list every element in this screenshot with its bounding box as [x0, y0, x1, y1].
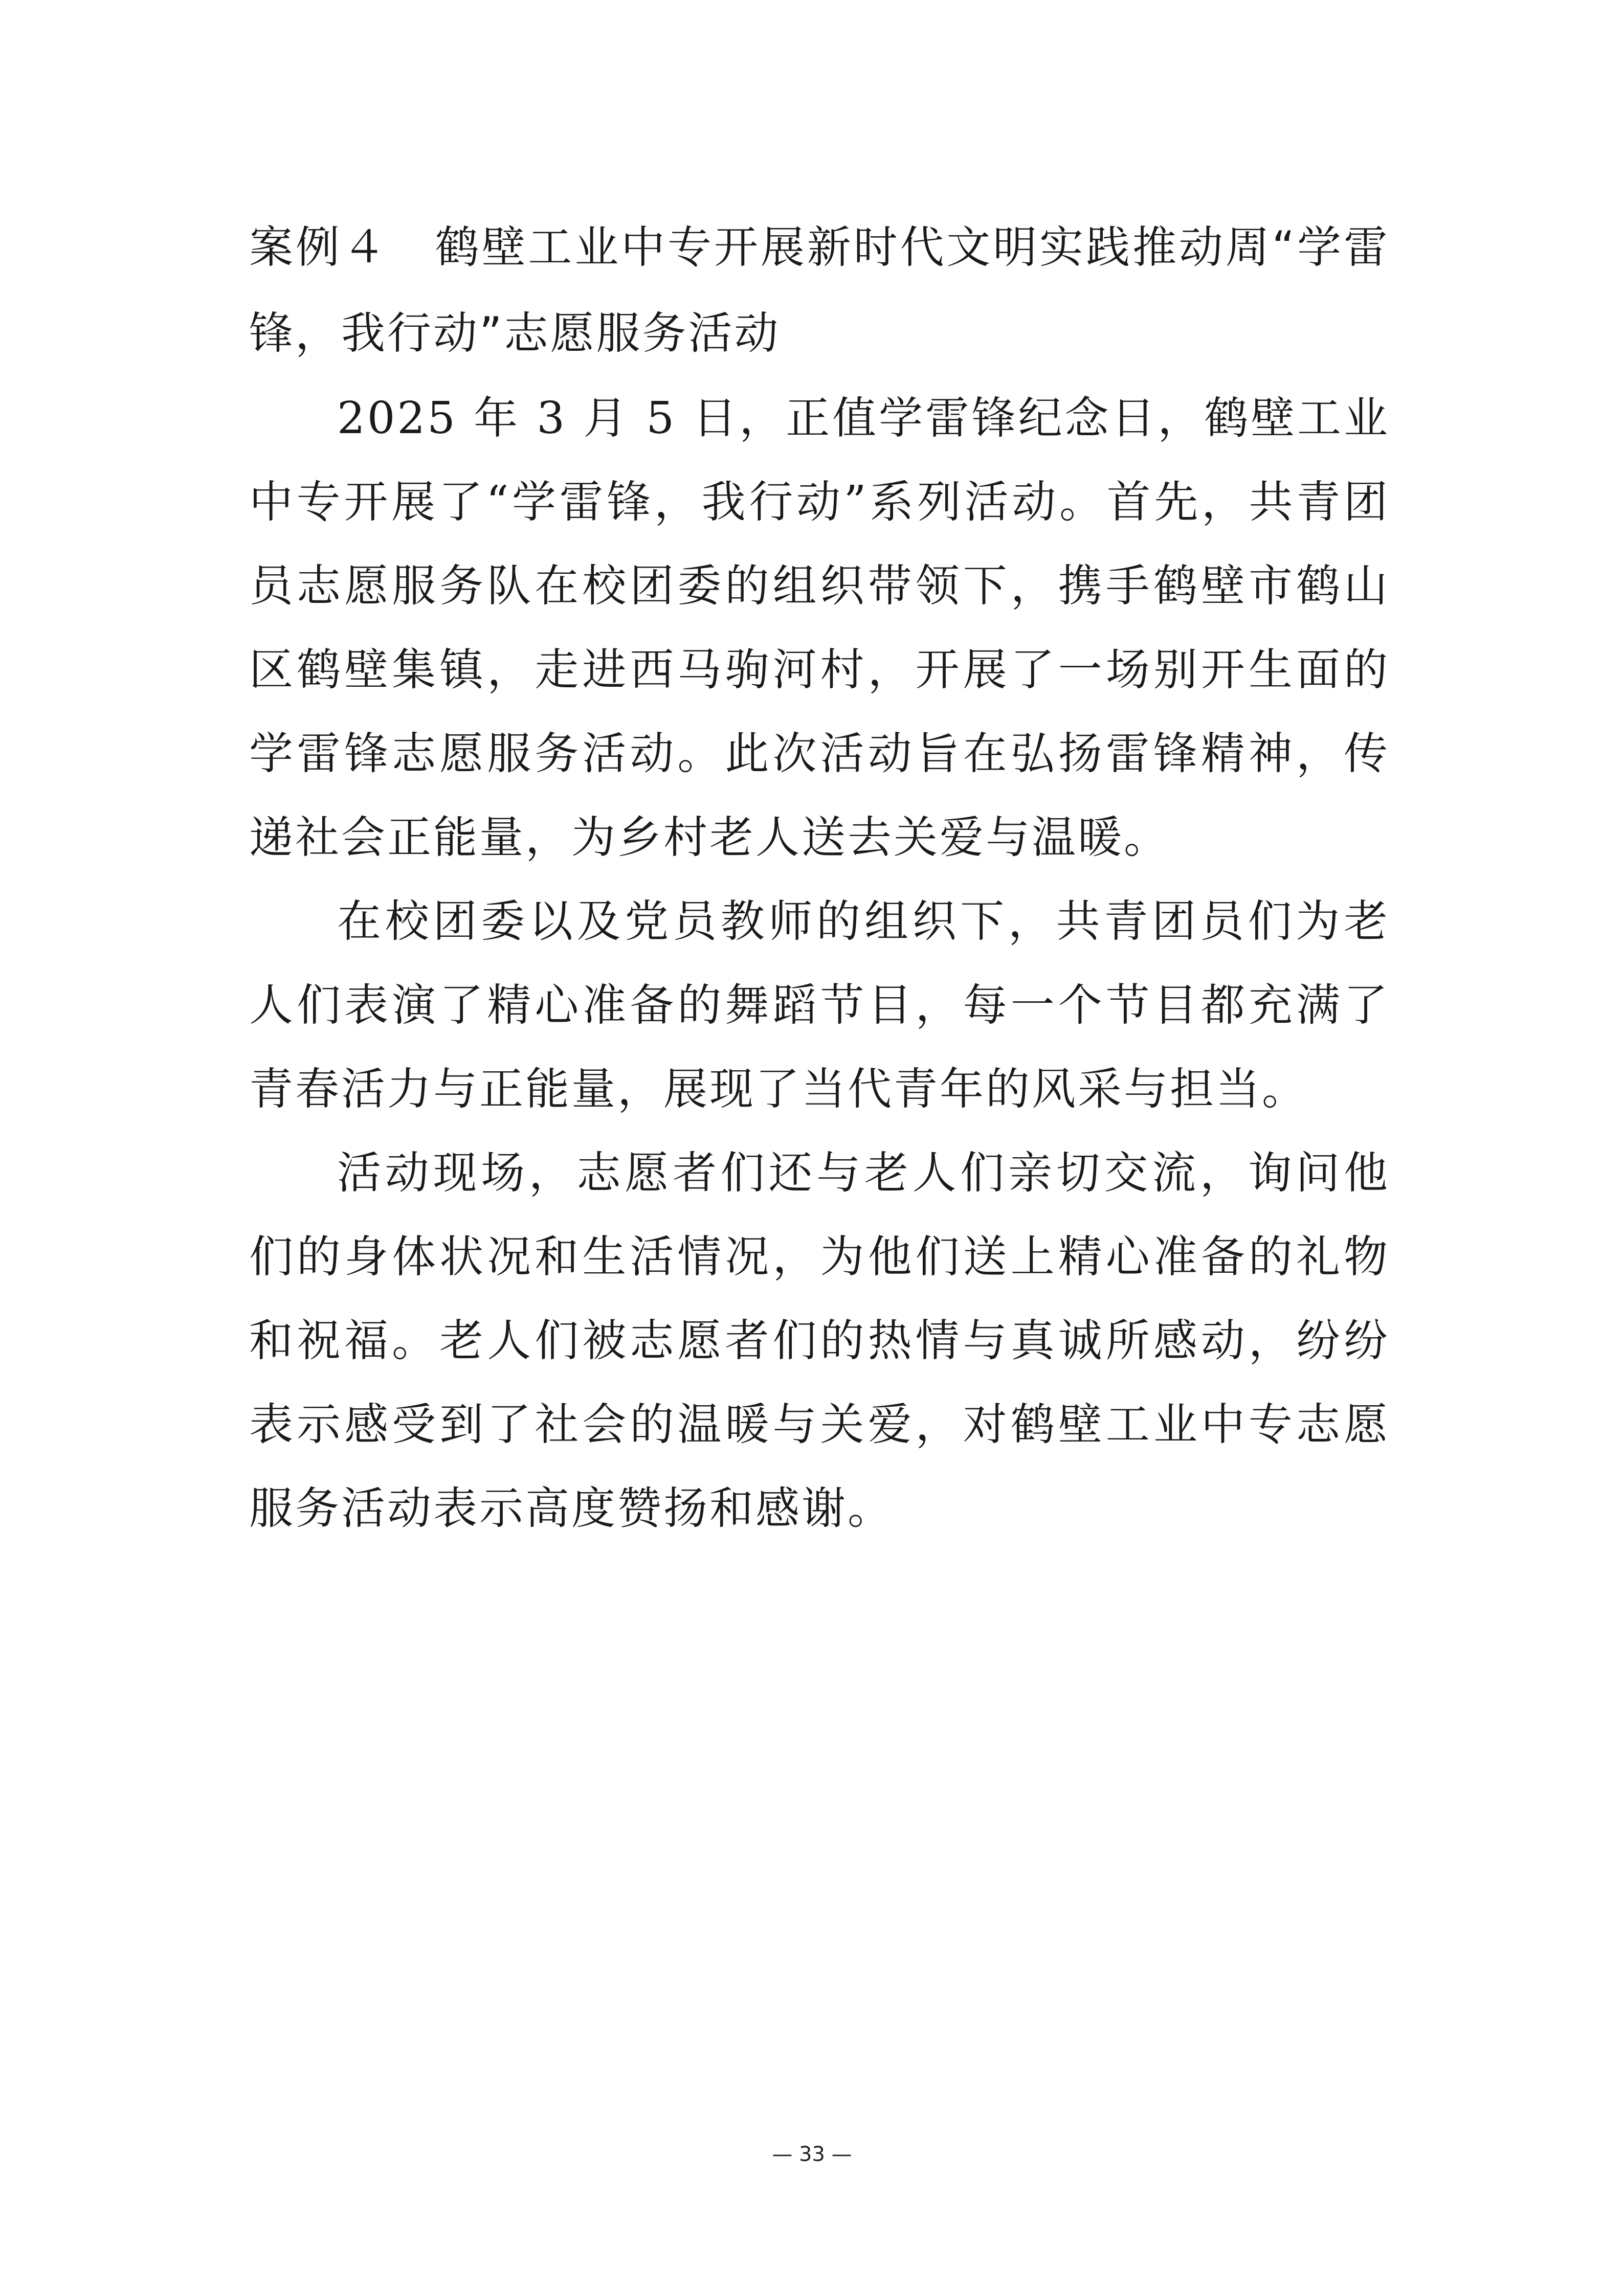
paragraph-2: 在校团委以及党员教师的组织下，共青团员们为老人们表演了精心准备的舞蹈节目，每一个节目都充满了青春活力与正能量，展现了当代青年的风采与担当。	[249, 896, 1390, 1115]
paragraph-3: 活动现场，志愿者们还与老人们亲切交流，询问他们的身体状况和生活情况，为他们送上精心准备的礼物和祝福。老人们被志愿者们的热情与真诚所感动，纷纷表示感受到了社会的温暖与关爱，对鹤壁工业中专志愿服务活动表示高度赞扬和感谢。	[249, 1147, 1390, 1534]
paragraph-1: 2025 年 3 月 5 日，正值学雷锋纪念日，鹤壁工业中专开展了“学雷锋，我行动”系列活动。首先，共青团员志愿服务队在校团委的组织带领下，携手鹤壁市鹤山区鹤壁集镇，走进西马驹河村，开展了一场别开生面的学雷锋志愿服务活动。此次活动旨在弘扬雷锋精神，传递社会正能量，为乡村老人送去关爱与温暖。	[249, 393, 1390, 863]
case-title: 案例４ 鹤壁工业中专开展新时代文明实践推动周“学雷锋，我行动”志愿服务活动	[249, 222, 1390, 359]
page-number: — 33 —	[772, 2143, 852, 2166]
document-body	[249, 205, 1390, 1550]
